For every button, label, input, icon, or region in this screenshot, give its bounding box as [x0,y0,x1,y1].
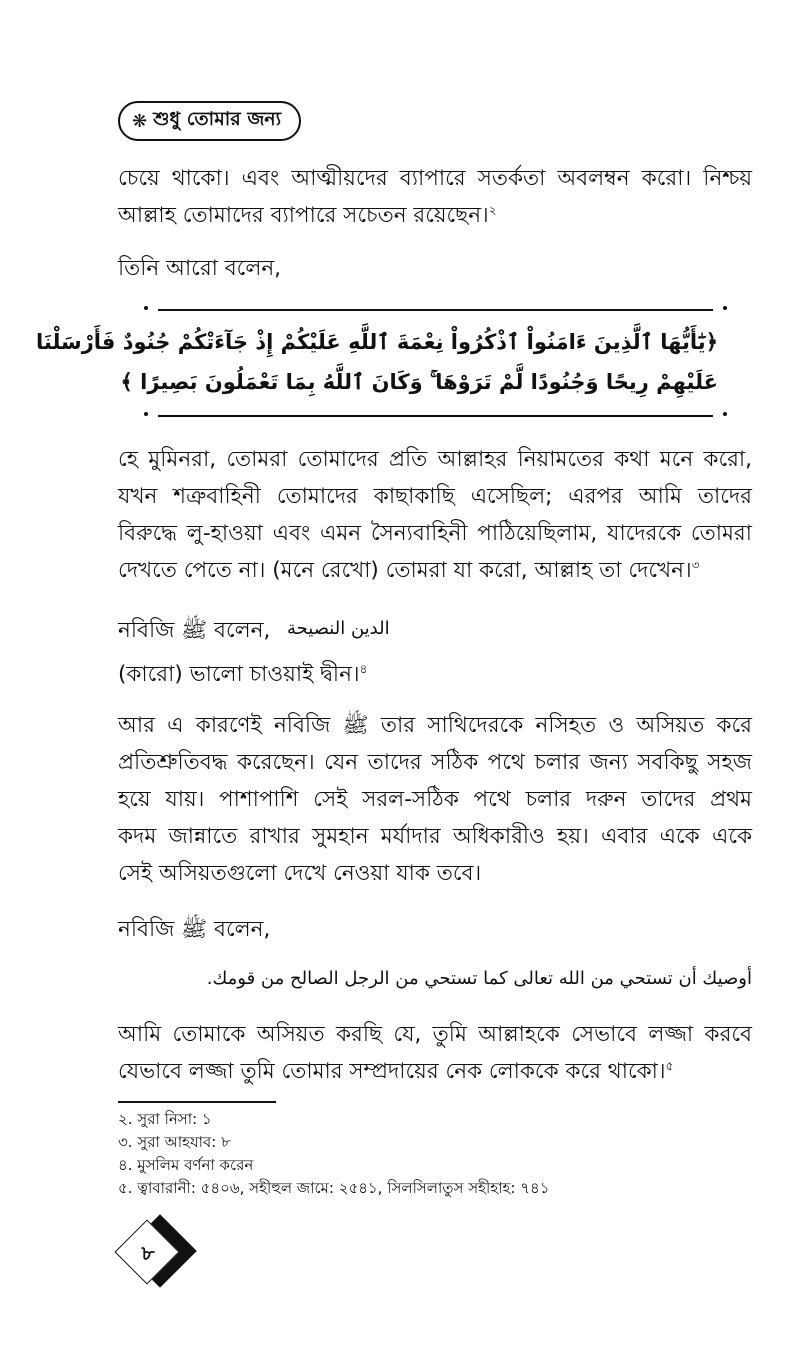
paragraph-3-line-2: যখন শত্রুবাহিনী তোমাদের কাছাকাছি এসেছিল; এরপর আমি তাদের [118,484,752,509]
footnote-ref-5: ৫ [665,1058,674,1073]
footnote-ref-2: ২ [488,202,497,217]
hadith-arabic-long: أوصيك أن تستحي من الله تعالى كما تستحي من الرجل الصالح من قومك. [206,968,752,989]
ayah-bottom-rule [158,415,713,417]
paragraph-2-text: তিনি আরো বলেন, [118,256,282,281]
footnote-separator [118,1101,276,1103]
footnote-ref-4: ৪ [359,661,368,676]
paragraph-6-line-1: আর এ কারণেই নবিজি ﷺ তার সাথিদেরকে নসিহত ও অসিয়ত করে [118,713,752,738]
paragraph-8-line-1: আমি তোমাকে অসিয়ত করছি যে, তুমি আল্লাহকে সেভাবে লজ্জা করবে [118,1022,752,1047]
hadith-arabic-short: الدين النصيحة [287,618,390,639]
footnote-ref-3: ৩ [691,557,700,572]
paragraph-3-line-1: হে মুমিনরা, তোমরা তোমাদের প্রতি আল্লাহর নিয়ামতের কথা মনে করো, [118,447,752,472]
paragraph-4 [118,612,270,649]
paragraph-1-line-2-text: আল্লাহ তোমাদের ব্যাপারে সচেতন রয়েছেন। [118,203,489,228]
footnote-item: ৫. ত্বাবারানী: ৫৪০৬, সহীহুল জামে: ২৫৪১, সিলসিলাতুস সহীহাহ: ৭৪১ [118,1179,550,1197]
rule-dot-right [723,306,727,310]
running-header-title: শুধু তোমার জন্য [153,108,282,130]
paragraph-3-line-4-text: দেখতে পেতে না। (মনে রেখো) তোমরা যা করো, আল্লাহ তা দেখেন। [118,558,692,583]
rule-dot-left [144,412,148,416]
footnote-item: ৪. মুসলিম বর্ণনা করেন [118,1156,254,1174]
paragraph-7-text: নবিজি ﷺ বলেন, [118,917,271,942]
page-number-badge [120,1215,200,1291]
paragraph-8-line-2 [118,1053,752,1090]
paragraph-8-line-2-text: যেভাবে লজ্জা তুমি তোমার সম্প্রদায়ের নেক লোককে করে থাকো। [118,1059,666,1084]
paragraph-2 [118,250,752,287]
paragraph-6-line-5: সেই অসিয়তগুলো দেখে নেওয়া যাক তবে। [118,861,482,886]
paragraph-7 [118,911,752,948]
paragraph-3-line-4 [118,552,752,589]
paragraph-6-line-2: প্রতিশ্রুতিবদ্ধ করেছেন। যেন তাদের সঠিক পথে চলার জন্য সবকিছু সহজ [118,750,752,775]
paragraph-5-line [118,656,752,693]
paragraph-3 [118,441,752,589]
paragraph-6-line-3: হয়ে যায়। পাশাপাশি সেই সরল-সঠিক পথে চলার দরুন তাদের প্রথম [118,787,752,812]
paragraph-8 [118,1016,752,1090]
paragraph-1 [118,160,752,234]
ayah-top-rule [158,309,713,311]
footnote-item: ৩. সুরা আহযাব: ৮ [118,1133,231,1151]
paragraph-5-text: (কারো) ভালো চাওয়াই দ্বীন। [118,662,360,687]
rule-dot-right [723,412,727,416]
rule-dot-left [144,306,148,310]
paragraph-1-line-2 [118,197,752,234]
paragraph-6 [118,707,752,892]
running-header [118,101,301,141]
ayah-line-1: ﴿يَٰٓأَيُّهَا ٱلَّذِينَ ءَامَنُواْ ٱذْكُرُواْ نِعْمَةَ ٱللَّهِ عَلَيْكُمْ إِذْ جَآءَتْكُمْ جُنُودٌ فَأَرْسَلْنَا [36,330,718,354]
flower-ornament-icon: ❋ [132,110,148,132]
paragraph-3-line-3: বিরুদ্ধে লু-হাওয়া এবং এমন সৈন্যবাহিনী পাঠিয়েছিলাম, যাদেরকে তোমরা [118,521,752,546]
paragraph-1-line-1: চেয়ে থাকো। এবং আত্মীয়দের ব্যাপারে সতর্কতা অবলম্বন করো। নিশ্চয় [118,166,752,191]
footnotes [118,1108,549,1200]
paragraph-5 [118,656,752,693]
ayah-line-2: عَلَيْهِمْ رِيحًا وَجُنُودًا لَّمْ تَرَوْهَا ۚ وَكَانَ ٱللَّهُ بِمَا تَعْمَلُونَ بَصِيرًا ﴾ [120,370,718,394]
paragraph-6-line-4: কদম জান্নাতে রাখার সুমহান মর্যাদার অধিকারীও হয়। এবার একে একে [118,824,752,849]
page-number: ৮ [141,1241,155,1265]
footnote-item: ২. সুরা নিসা: ১ [118,1110,212,1128]
paragraph-4-text: নবিজি ﷺ বলেন, [118,618,271,643]
